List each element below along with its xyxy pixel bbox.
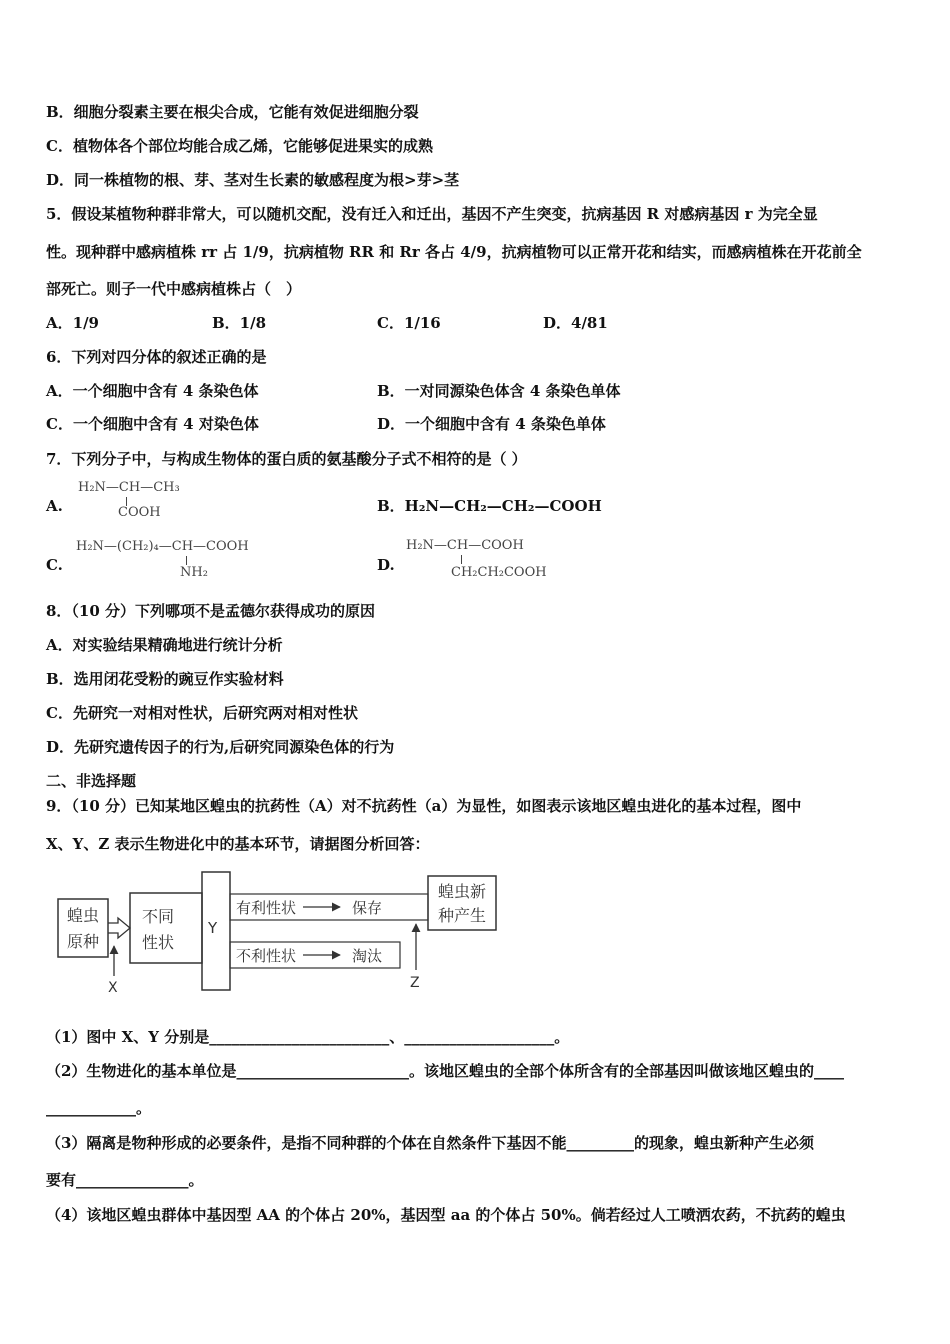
q7-option-b: B．H₂N—CH₂—CH₂—COOH [377,497,602,515]
q5-stem-line3: 部死亡。则子一代中感病植株占（ ） [46,280,302,298]
q5-stem-line2: 性。现种群中感病植株 rr 占 1/9，抗病植物 RR 和 Rr 各占 4/9，抗病植物可以正常开花和结实，而感病植株在开花前全 [46,243,862,261]
q9-stem-line1: 9．（10 分）已知某地区蝗虫的抗药性（A）对不抗药性（a）为显性，如图表示该地区蝗虫进化的基本过程，图中 [46,797,802,815]
q4-option-d: D．同一株植物的根、芽、茎对生长素的敏感程度为根>芽>茎 [46,171,460,189]
q9-part1: （1）图中 X、Y 分别是________________________、____________________。 [46,1028,570,1046]
q7-formula-a-main: H₂N—CH—CH₃ [78,480,180,495]
q7-formula-d-sub: CH₂CH₂COOH [451,565,547,580]
q7-formula-c-main: H₂N—(CH₂)₄—CH—COOH [76,539,249,554]
q9-part4: （4）该地区蝗虫群体中基因型 AA 的个体占 20%，基因型 aa 的个体占 50%。倘若经过人工喷洒农药，不抗药的蝗虫 [46,1206,846,1224]
eliminate-text: 淘汰 [352,947,383,965]
q7-option-a-label: A. [46,497,63,515]
original-species-text-2: 原种 [66,932,100,951]
q9-stem-line2: X、Y、Z 表示生物进化中的基本环节，请据图分析回答： [46,835,430,853]
q5-option-b: B．1/8 [212,314,267,332]
hollow-arrow [108,918,130,938]
different-traits-box [130,893,202,963]
q6-option-b: B．一对同源染色体含 4 条染色单体 [377,382,621,400]
q5-option-a: A．1/9 [46,314,99,332]
q6-option-a: A．一个细胞中含有 4 条染色体 [46,382,259,400]
q9-part2-line2: ____________。 [46,1099,152,1117]
new-species-text-2: 种产生 [437,906,487,925]
q7-formula-a-sub: COOH [118,505,161,520]
section-heading: 二、非选择题 [46,772,137,790]
new-species-text-1: 蝗虫新 [437,882,487,901]
q7-stem: 7．下列分子中，与构成生物体的蛋白质的氨基酸分子式不相符的是（ ） [46,450,527,468]
q7-formula-c-sub: NH₂ [180,565,208,580]
q5-option-d: D．4/81 [543,314,608,332]
q8-option-b: B．选用闭花受粉的豌豆作实验材料 [46,670,284,688]
different-traits-text-2: 性状 [141,933,175,952]
q4-option-c: C．植物体各个部位均能合成乙烯，它能够促进果实的成熟 [46,137,433,155]
preserve-text: 保存 [352,899,383,917]
q8-option-a: A．对实验结果精确地进行统计分析 [46,636,283,654]
q4-option-b: B．细胞分裂素主要在根尖合成，它能有效促进细胞分裂 [46,103,419,121]
x-label: X [108,980,118,996]
q5-stem-line1: 5．假设某植物种群非常大，可以随机交配，没有迁入和迁出，基因不产生突变，抗病基因 R 对感病基因 r 为完全显 [46,205,818,223]
z-label: Z [410,975,420,991]
q8-stem: 8．（10 分）下列哪项不是孟德尔获得成功的原因 [46,602,376,620]
favorable-traits-text: 有利性状 [236,899,297,917]
q7-option-d-label: D. [377,556,395,574]
q8-option-d: D．先研究遗传因子的行为,后研究同源染色体的行为 [46,738,395,756]
q6-option-c: C．一个细胞中含有 4 对染色体 [46,415,259,433]
evolution-diagram [48,866,508,996]
q9-part3-line1: （3）隔离是物种形成的必要条件，是指不同种群的个体在自然条件下基因不能_________的现象，蝗虫新种产生必须 [46,1134,814,1152]
q7-formula-c-bond [186,556,187,565]
q7-option-c-label: C. [46,556,63,574]
unfavorable-traits-text: 不利性状 [236,947,297,965]
q5-option-c: C．1/16 [377,314,441,332]
different-traits-text-1: 不同 [141,907,175,926]
q6-stem: 6．下列对四分体的叙述正确的是 [46,348,267,366]
q6-option-d: D．一个细胞中含有 4 条染色单体 [377,415,606,433]
y-label: Y [208,919,218,937]
q9-part3-line2: 要有_______________。 [46,1171,204,1189]
q9-part2-line1: （2）生物进化的基本单位是_______________________。该地区蝗虫的全部个体所含有的全部基因叫做该地区蝗虫的____ [46,1062,844,1080]
original-species-text-1: 蝗虫 [66,906,100,925]
q7-formula-d-main: H₂N—CH—COOH [406,538,524,553]
q7-formula-d-bond [461,555,462,564]
q8-option-c: C．先研究一对相对性状，后研究两对相对性状 [46,704,358,722]
